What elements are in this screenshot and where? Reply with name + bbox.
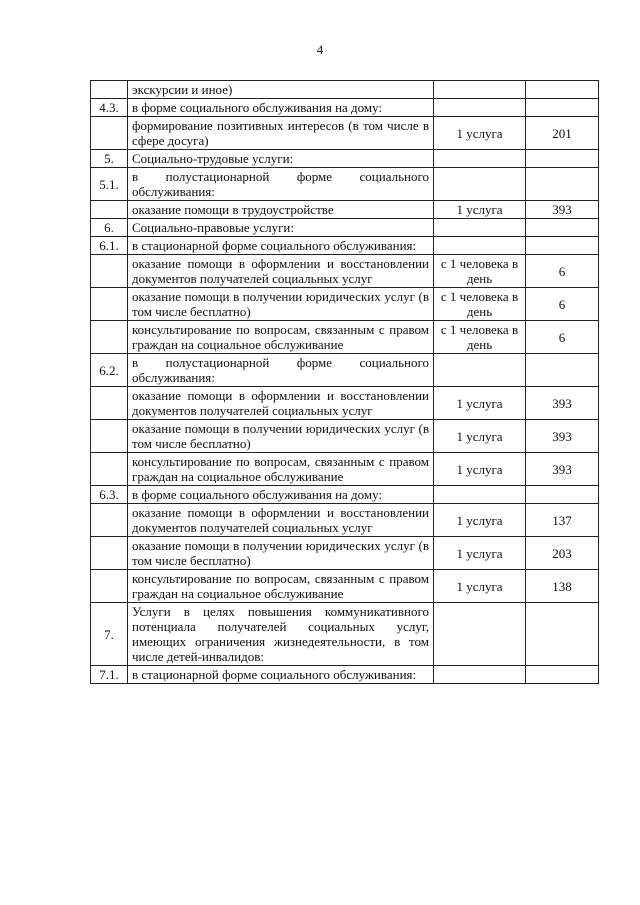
service-description: в полустационарной форме социального обслуживания: <box>128 168 434 201</box>
service-description: оказание помощи в оформлении и восстановлении документов получателей социальных услуг <box>128 255 434 288</box>
row-number: 6.2. <box>91 354 128 387</box>
service-description: оказание помощи в трудоустройстве <box>128 201 434 219</box>
value-cell: 201 <box>526 117 599 150</box>
unit-cell <box>434 168 526 201</box>
service-description: оказание помощи в оформлении и восстановлении документов получателей социальных услуг <box>128 387 434 420</box>
row-number <box>91 255 128 288</box>
value-cell <box>526 81 599 99</box>
table-row <box>91 255 599 288</box>
table-row <box>91 354 599 387</box>
services-table <box>90 80 599 684</box>
unit-cell: 1 услуга <box>434 570 526 603</box>
unit-cell <box>434 99 526 117</box>
row-number <box>91 537 128 570</box>
table-row <box>91 321 599 354</box>
value-cell <box>526 486 599 504</box>
value-cell: 393 <box>526 201 599 219</box>
row-number <box>91 453 128 486</box>
unit-cell <box>434 603 526 666</box>
table-row <box>91 288 599 321</box>
unit-cell: 1 услуга <box>434 420 526 453</box>
service-description: в форме социального обслуживания на дому: <box>128 99 434 117</box>
unit-cell: 1 услуга <box>434 117 526 150</box>
value-cell <box>526 354 599 387</box>
service-description: оказание помощи в оформлении и восстановлении документов получателей социальных услуг <box>128 504 434 537</box>
row-number: 7.1. <box>91 666 128 684</box>
table-row <box>91 219 599 237</box>
table-row <box>91 486 599 504</box>
service-description: Социально-трудовые услуги: <box>128 150 434 168</box>
value-cell: 393 <box>526 420 599 453</box>
service-description: Социально-правовые услуги: <box>128 219 434 237</box>
row-number: 4.3. <box>91 99 128 117</box>
unit-cell <box>434 354 526 387</box>
value-cell <box>526 666 599 684</box>
service-description: консультирование по вопросам, связанным с правом граждан на социальное обслуживание <box>128 570 434 603</box>
unit-cell: 1 услуга <box>434 387 526 420</box>
value-cell: 393 <box>526 453 599 486</box>
value-cell <box>526 237 599 255</box>
unit-cell <box>434 486 526 504</box>
value-cell <box>526 168 599 201</box>
service-description: в стационарной форме социального обслуживания: <box>128 237 434 255</box>
service-description: оказание помощи в получении юридических услуг (в том числе бесплатно) <box>128 420 434 453</box>
row-number <box>91 288 128 321</box>
unit-cell: 1 услуга <box>434 537 526 570</box>
value-cell: 393 <box>526 387 599 420</box>
table-row <box>91 99 599 117</box>
value-cell: 6 <box>526 288 599 321</box>
row-number <box>91 387 128 420</box>
page-number: 4 <box>316 42 324 57</box>
table-row <box>91 603 599 666</box>
unit-cell <box>434 81 526 99</box>
table-row <box>91 237 599 255</box>
service-description: в полустационарной форме социального обслуживания: <box>128 354 434 387</box>
service-description: консультирование по вопросам, связанным с правом граждан на социальное обслуживание <box>128 453 434 486</box>
table-row <box>91 570 599 603</box>
value-cell: 6 <box>526 255 599 288</box>
service-description: в стационарной форме социального обслуживания: <box>128 666 434 684</box>
row-number <box>91 117 128 150</box>
table-row <box>91 201 599 219</box>
table-row <box>91 666 599 684</box>
table-row <box>91 453 599 486</box>
row-number: 6.1. <box>91 237 128 255</box>
table-row <box>91 387 599 420</box>
service-description: в форме социального обслуживания на дому: <box>128 486 434 504</box>
row-number <box>91 321 128 354</box>
unit-cell: с 1 человека в день <box>434 321 526 354</box>
unit-cell: 1 услуга <box>434 504 526 537</box>
table-row <box>91 117 599 150</box>
table-row <box>91 81 599 99</box>
service-description: консультирование по вопросам, связанным с правом граждан на социальное обслуживание <box>128 321 434 354</box>
unit-cell <box>434 150 526 168</box>
value-cell <box>526 219 599 237</box>
row-number: 5.1. <box>91 168 128 201</box>
service-description: Услуги в целях повышения коммуникативного потенциала получателей социальных услуг, имеющих ограничения жизнедеятельности, в том числе детей-инвалидов: <box>128 603 434 666</box>
table-row <box>91 537 599 570</box>
unit-cell: с 1 человека в день <box>434 288 526 321</box>
service-description: экскурсии и иное) <box>128 81 434 99</box>
unit-cell <box>434 237 526 255</box>
table-row <box>91 150 599 168</box>
row-number: 5. <box>91 150 128 168</box>
service-description: формирование позитивных интересов (в том числе в сфере досуга) <box>128 117 434 150</box>
service-description: оказание помощи в получении юридических услуг (в том числе бесплатно) <box>128 537 434 570</box>
service-description: оказание помощи в получении юридических услуг (в том числе бесплатно) <box>128 288 434 321</box>
row-number <box>91 504 128 537</box>
value-cell <box>526 99 599 117</box>
table-row <box>91 420 599 453</box>
value-cell: 203 <box>526 537 599 570</box>
row-number <box>91 81 128 99</box>
table-row <box>91 168 599 201</box>
value-cell: 138 <box>526 570 599 603</box>
unit-cell <box>434 219 526 237</box>
value-cell: 137 <box>526 504 599 537</box>
value-cell <box>526 603 599 666</box>
row-number: 6.3. <box>91 486 128 504</box>
row-number <box>91 570 128 603</box>
row-number: 7. <box>91 603 128 666</box>
unit-cell: 1 услуга <box>434 201 526 219</box>
table-row <box>91 504 599 537</box>
value-cell <box>526 150 599 168</box>
unit-cell: 1 услуга <box>434 453 526 486</box>
row-number <box>91 420 128 453</box>
row-number <box>91 201 128 219</box>
unit-cell: с 1 человека в день <box>434 255 526 288</box>
row-number: 6. <box>91 219 128 237</box>
unit-cell <box>434 666 526 684</box>
value-cell: 6 <box>526 321 599 354</box>
